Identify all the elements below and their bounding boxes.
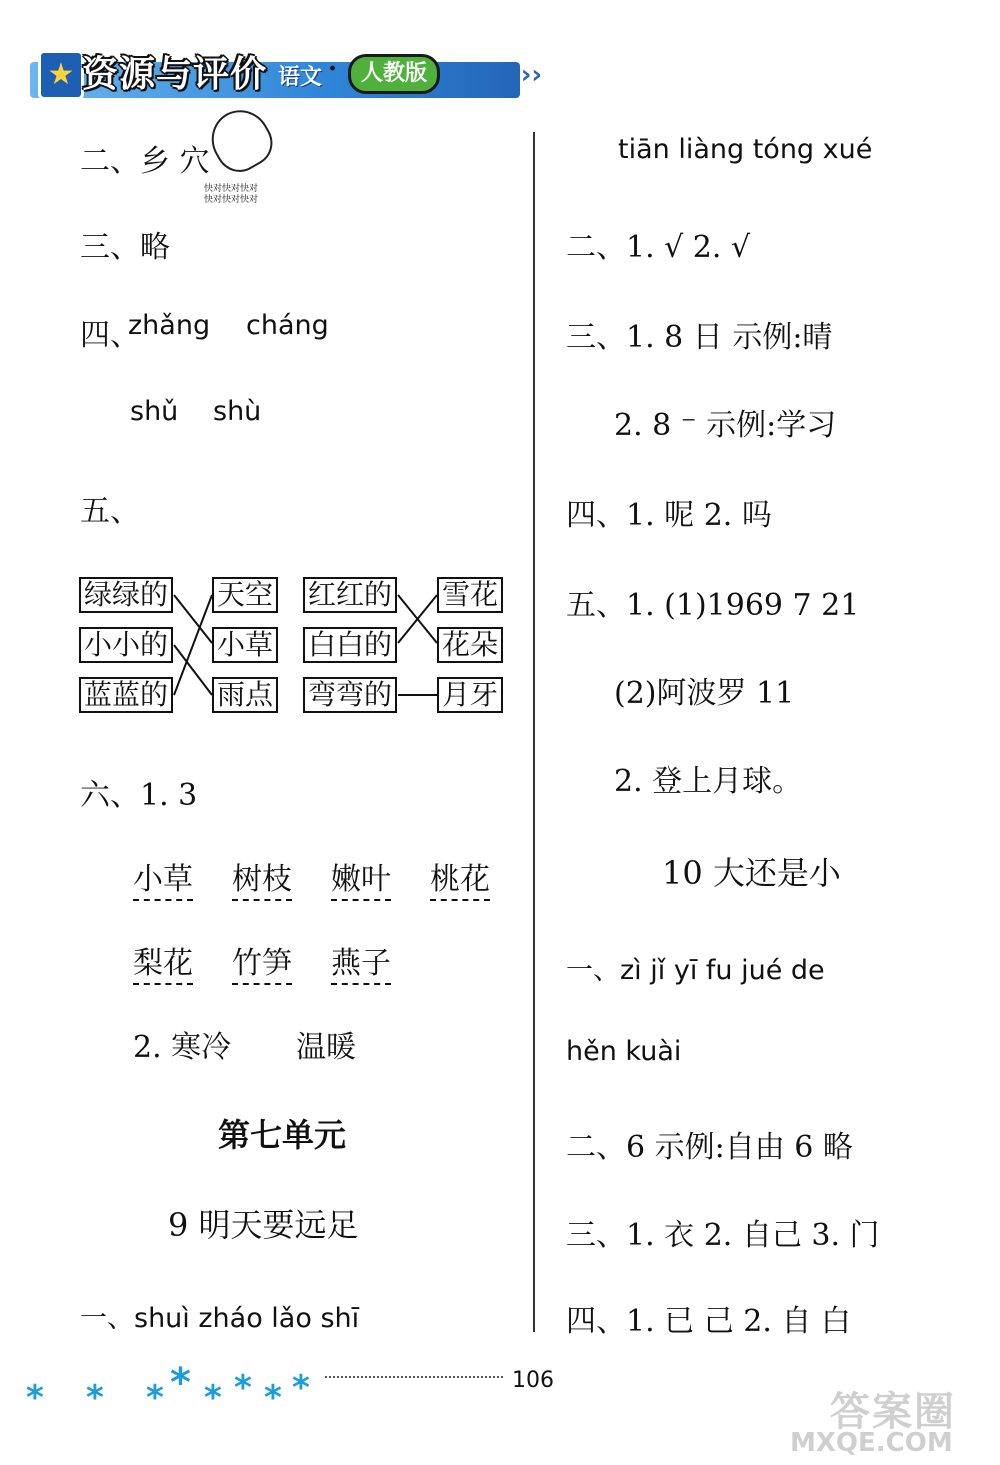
match-left2-2: 白白的 (303, 627, 397, 663)
lesson-9-title: 9 明天要远足 (168, 1206, 359, 1244)
match-left1-1: 绿绿的 (79, 577, 173, 613)
book-title: 资源与评价 (82, 54, 268, 95)
chevron-right-icon: ››› (510, 60, 543, 90)
watermark-url: MXQE.COM (790, 1428, 953, 1458)
word-yanzi: 燕子 (331, 946, 391, 985)
word-zhusun: 竹笋 (232, 946, 292, 985)
star-icon: * (234, 1368, 252, 1408)
answer-4-label: 四、 (80, 318, 140, 353)
lesson-10-answer-4: 四、1. 已 己 2. 自 白 (566, 1304, 851, 1339)
word-shuzhi: 树枝 (232, 862, 292, 901)
lesson-10-answer-1: 一、zì jǐ yī fu jué de (566, 955, 825, 986)
answer-3: 三、略 (80, 230, 170, 265)
unit-title: 第七单元 (218, 1116, 347, 1154)
right-answer-4: 四、1. 呢 2. 吗 (566, 498, 772, 533)
word-nenye: 嫩叶 (331, 862, 391, 901)
stamp-text-1: 快对快对快对 (204, 184, 259, 194)
word-xiaocao: 小草 (133, 862, 193, 901)
star-icon: * (292, 1368, 310, 1408)
header-dot: · (328, 54, 338, 84)
word-lihua: 梨花 (133, 946, 193, 985)
right-answer-5-2: (2)阿波罗 11 (614, 676, 795, 711)
line-lvlv-xiaocao (174, 595, 212, 643)
pinyin-shu3: shǔ (130, 396, 179, 427)
answer-6-1: 六、1. 3 (80, 778, 198, 813)
star-logo-icon: ★ (38, 50, 84, 100)
right-answer-2: 二、1. √ 2. √ (566, 230, 751, 265)
match-left2-1: 红红的 (303, 577, 397, 613)
star-icon: * (170, 1360, 191, 1406)
match-left1-2: 小小的 (79, 627, 173, 663)
pinyin-chang: cháng (246, 310, 329, 341)
pinyin-tianliang-tongxue: tiān liàng tóng xué (618, 134, 873, 165)
lesson-9-answer-1: 一、shuì zháo lǎo shī (80, 1303, 360, 1334)
lesson-10-title: 10 大还是小 (662, 854, 841, 892)
pinyin-zhang: zhǎng (128, 310, 211, 341)
match-right2-2: 花朵 (437, 627, 503, 663)
star-icon: * (204, 1378, 222, 1418)
right-answer-3-1: 三、1. 8 日 示例:晴 (566, 320, 833, 355)
match-left2-3: 弯弯的 (303, 677, 397, 713)
right-answer-5-1: 五、1. (1)1969 7 21 (566, 588, 860, 623)
match-right1-3: 雨点 (212, 677, 278, 713)
match-right2-1: 雪花 (437, 577, 503, 613)
word-taohua: 桃花 (430, 862, 490, 901)
answer-5-label: 五、 (80, 494, 140, 529)
dotted-leader (325, 1376, 503, 1378)
star-icon: * (264, 1378, 282, 1418)
match-right1-1: 天空 (212, 577, 278, 613)
answer-6-2a: 2. 寒冷 (133, 1030, 232, 1065)
star-icon: * (26, 1378, 44, 1418)
subject-label: 语文 (278, 65, 323, 90)
lesson-10-answer-3: 三、1. 衣 2. 自己 3. 门 (566, 1218, 880, 1253)
watermark-logo: 答案圈 (830, 1389, 956, 1435)
page-number: 106 (512, 1368, 554, 1393)
answer-2: 二、乡 穴 (80, 144, 210, 179)
star-icon: * (86, 1378, 104, 1418)
star-icon: * (146, 1378, 164, 1418)
right-answer-5-3: 2. 登上月球。 (614, 764, 803, 799)
match-left1-3: 蓝蓝的 (79, 677, 173, 713)
lesson-10-answer-2: 二、6 示例:自由 6 略 (566, 1130, 853, 1165)
stamp-text-2: 快对快对快对 (204, 195, 259, 205)
edition-badge: 人教版 (348, 54, 440, 94)
right-answer-3-2: 2. 8 ⁻ 示例:学习 (614, 408, 837, 443)
line-xiaoxiao-yudian (174, 645, 212, 695)
watermark (790, 1380, 990, 1460)
answer-6-2b: 温暖 (296, 1030, 356, 1065)
match-right2-3: 月牙 (437, 677, 503, 713)
line-lanlan-tiankong (174, 595, 212, 695)
match-right1-2: 小草 (212, 627, 278, 663)
pinyin-shu4: shù (213, 396, 262, 427)
lesson-10-answer-1b: hěn kuài (566, 1036, 682, 1067)
